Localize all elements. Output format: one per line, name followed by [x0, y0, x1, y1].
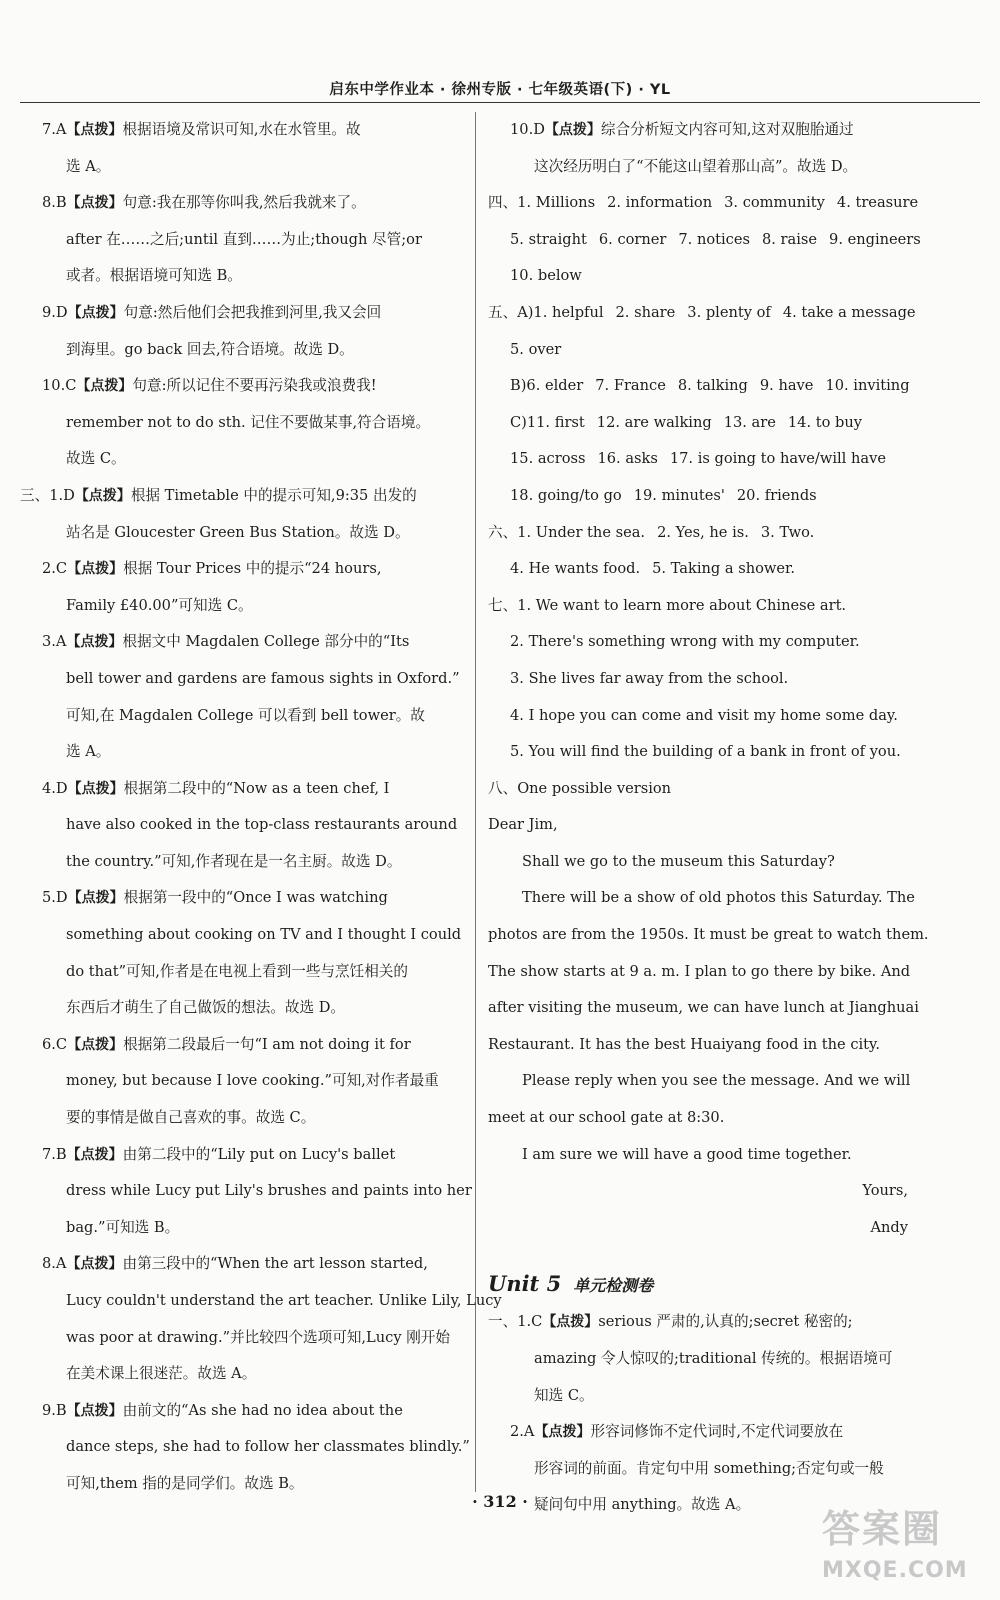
section-label: 五、 [488, 303, 518, 321]
answer-number: 2.A [510, 1423, 535, 1441]
answer-line [488, 478, 930, 515]
answer-cell: 8. talking [677, 377, 748, 395]
hint-label: 【点拨】 [67, 890, 124, 907]
answer-line [20, 1320, 462, 1357]
hint-label: 【点拨】 [66, 634, 123, 651]
answer-item [20, 771, 462, 881]
letter-line: photos are from the 1950s. It must be great to watch them. [488, 926, 929, 944]
answer-line [488, 332, 930, 369]
answer-text: 知选 C。 [534, 1386, 594, 1404]
hint-label: 【点拨】 [66, 195, 123, 212]
hint-label: 【点拨】 [66, 1402, 123, 1419]
answer-line [20, 1063, 462, 1100]
hint-label: 【点拨】 [66, 122, 123, 138]
answer-line [20, 588, 462, 625]
hint-label: 【点拨】 [67, 780, 124, 797]
answer-cell: A)1. helpful [517, 303, 604, 321]
answer-text: 这次经历明白了“不能这山望着那山高”。故选 D。 [534, 157, 858, 175]
answer-line [488, 1378, 930, 1415]
answer-line [20, 1393, 462, 1430]
answer-text: have also cooked in the top-class restaurants around [66, 816, 458, 834]
answer-text: 选 A。 [66, 743, 111, 761]
answer-cell: 5. Taking a shower. [652, 560, 796, 578]
answer-text: 故选 C。 [66, 450, 126, 468]
answer-number: 10.D [510, 121, 545, 138]
answer-item [20, 1393, 470, 1503]
answer-cell: 9. have [759, 377, 814, 395]
answer-line [20, 1283, 502, 1320]
letter-line: Shall we go to the museum this Saturday? [522, 852, 835, 870]
answer-cell: 20. friends [736, 486, 817, 504]
answer-item [20, 478, 462, 551]
right-column [488, 112, 930, 1524]
answer-number: 9.D [42, 303, 68, 321]
answer-text: amazing 令人惊叹的;traditional 传统的。根据语境可 [534, 1350, 893, 1367]
answer-line [488, 698, 930, 735]
answer-line [20, 844, 462, 881]
answer-number: 三、1.D [20, 486, 75, 504]
answer-cell: 10. below [510, 267, 582, 285]
hint-label: 【点拨】 [76, 378, 133, 395]
answer-line [20, 405, 462, 442]
answer-item [20, 551, 462, 624]
answer-text: 形容词的前面。肯定句中用 something;否定句或一般 [534, 1459, 884, 1477]
answer-cell: 14. to buy [787, 413, 862, 431]
hint-label: 【点拨】 [67, 561, 124, 578]
answer-line [20, 441, 462, 478]
answer-number: 5.D [42, 889, 68, 907]
letter-line: Please reply when you see the message. And we will [522, 1072, 911, 1090]
answer-cell: 13. are [723, 413, 776, 431]
answer-text: 到海里。go back 回去,符合语境。故选 D。 [66, 340, 354, 358]
answer-text: 站名是 Gloucester Green Bus Station。故选 D。 [66, 523, 410, 541]
answer-cell: 3. community [724, 194, 825, 212]
answer-sentence: 2. There's something wrong with my computer. [510, 633, 860, 651]
answer-cell: 6. corner [598, 230, 667, 248]
answer-line [488, 734, 930, 771]
letter-line: meet at our school gate at 8:30. [488, 1109, 725, 1127]
answer-number: 3.A [42, 633, 67, 651]
section-label: 七、 [488, 596, 518, 614]
answer-text: 在美术课上很迷茫。故选 A。 [66, 1365, 257, 1383]
answer-line [488, 624, 930, 661]
left-column [20, 112, 502, 1503]
answer-line [488, 112, 930, 149]
answer-cell: C)11. first [510, 413, 585, 431]
answer-line [20, 368, 462, 405]
answer-cell: B)6. elder [510, 377, 584, 395]
answer-sentence: 4. I hope you can come and visit my home some day. [510, 706, 898, 724]
answer-cell: 2. Yes, he is. [657, 523, 749, 541]
answer-text: 根据文中 Magdalen College 部分中的“Its [122, 633, 410, 651]
answer-text: remember not to do sth. 记住不要做某事,符合语境。 [66, 413, 431, 431]
unit-heading [488, 1266, 930, 1304]
answer-line [488, 441, 930, 478]
answer-cell: 12. are walking [596, 413, 712, 431]
answer-text: 东西后才萌生了自己做饭的想法。故选 D。 [66, 999, 346, 1017]
answer-item [20, 1137, 472, 1247]
hint-label: 【点拨】 [67, 304, 124, 321]
answer-text: 句意:所以记住不要再污染我或浪费我! [132, 377, 377, 395]
answer-text: 根据第二段中的“Now as a teen chef, I [123, 779, 390, 797]
answer-text: Lucy couldn't understand the art teacher. Unlike Lily, Lucy [66, 1292, 502, 1309]
answer-line [488, 661, 930, 698]
answer-cell: 5. straight [510, 230, 587, 248]
answer-line [488, 258, 930, 295]
answer-line [20, 1246, 462, 1283]
answer-line [20, 807, 462, 844]
answer-cell: 16. asks [597, 450, 658, 468]
answer-line [20, 515, 462, 552]
answer-text: 句意:我在那等你叫我,然后我就来了。 [122, 194, 366, 212]
answer-text: money, but because I love cooking.”可知,对作者最重 [66, 1072, 439, 1090]
answer-number: 10.C [42, 377, 77, 395]
answer-cell: 7. France [595, 377, 666, 395]
answer-line [488, 551, 930, 588]
answer-line [20, 1100, 462, 1137]
answer-line [20, 222, 462, 259]
answer-line [488, 1304, 930, 1341]
answer-text: after 在……之后;until 直到……为止;though 尽管;or [66, 230, 422, 248]
letter-line: after visiting the museum, we can have lunch at Jianghuai [488, 999, 919, 1017]
answer-text: 根据 Timetable 中的提示可知,9:35 出发的 [130, 486, 417, 504]
answer-text: 形容词修饰不定代词时,不定代词要放在 [590, 1423, 844, 1441]
answer-line [488, 515, 930, 552]
answer-number: 9.B [42, 1401, 67, 1419]
answer-line [20, 551, 462, 588]
answer-text: do that”可知,作者是在电视上看到一些与烹饪相关的 [66, 962, 408, 980]
letter-greeting: Dear Jim, [488, 816, 558, 834]
answer-line [488, 405, 930, 442]
answer-cell: 3. plenty of [687, 303, 771, 321]
answer-line [20, 478, 462, 515]
answer-text: 由第三段中的“When the art lesson started, [122, 1255, 428, 1273]
answer-line [488, 1341, 930, 1378]
hint-label: 【点拨】 [66, 1146, 123, 1163]
answer-line [20, 661, 462, 698]
answer-number: 4.D [42, 779, 68, 797]
answer-cell: 15. across [510, 450, 586, 468]
answer-item [20, 295, 462, 368]
answer-text: bag.”可知选 B。 [66, 1218, 180, 1236]
answer-line [488, 588, 930, 625]
section-label: 六、 [488, 523, 518, 541]
answer-item [20, 112, 462, 185]
answer-line [20, 1356, 462, 1393]
answer-line [488, 295, 930, 332]
answer-item [488, 1304, 930, 1414]
answer-item [20, 880, 462, 1026]
letter-closing: Yours, [862, 1182, 908, 1200]
answer-text: dress while Lucy put Lily's brushes and paints into her [66, 1182, 472, 1200]
page-number: · 312 · [472, 1492, 528, 1511]
answer-text: 综合分析短文内容可知,这对双胞胎通过 [600, 121, 854, 138]
answer-line [20, 624, 462, 661]
section-label: 四、 [488, 194, 518, 212]
essay-label: 八、One possible version [488, 779, 672, 797]
answer-item [20, 1246, 502, 1392]
answer-text: 句意:然后他们会把我推到河里,我又会回 [123, 303, 382, 321]
answer-text: 疑问句中用 anything。故选 A。 [534, 1496, 751, 1514]
hint-label: 【点拨】 [544, 122, 601, 138]
hint-label: 【点拨】 [74, 487, 131, 504]
answer-text: 由第二段中的“Lily put on Lucy's ballet [122, 1145, 396, 1163]
answer-number: 8.B [42, 194, 67, 212]
answer-line [488, 185, 930, 222]
letter-line: The show starts at 9 a. m. I plan to go there by bike. And [488, 962, 911, 980]
hint-label: 【点拨】 [66, 1256, 123, 1273]
answer-line [20, 112, 462, 149]
answer-text: 根据第一段中的“Once I was watching [123, 889, 388, 907]
answer-cell: 19. minutes' [633, 486, 725, 504]
answer-text: 可知,在 Magdalen College 可以看到 bell tower。故 [66, 706, 425, 724]
answer-text: 可知,them 指的是同学们。故选 B。 [66, 1474, 304, 1492]
answer-cell: 4. He wants food. [510, 560, 641, 578]
answer-cell: 7. notices [678, 230, 750, 248]
answer-cell: 2. share [615, 303, 676, 321]
answer-cell: 4. treasure [836, 194, 919, 212]
answer-line [20, 1429, 470, 1466]
answer-text: 选 A。 [66, 157, 111, 175]
answer-line [20, 771, 462, 808]
answer-line [488, 368, 930, 405]
answer-cell: 17. is going to have/will have [669, 450, 886, 468]
hint-label: 【点拨】 [534, 1424, 591, 1441]
letter-line: I am sure we will have a good time together. [522, 1145, 852, 1163]
answer-text: the country.”可知,作者现在是一名主厨。故选 D。 [66, 852, 402, 870]
answer-text: dance steps, she had to follow her classmates blindly.” [66, 1438, 470, 1456]
answer-line [20, 880, 462, 917]
watermark-url: MXQE.COM [822, 1558, 968, 1583]
answer-number: 7.A [42, 121, 67, 138]
answer-text: Family £40.00”可知选 C。 [66, 596, 253, 614]
answer-line [488, 1451, 930, 1488]
letter-line: Restaurant. It has the best Huaiyang food in the city. [488, 1035, 880, 1053]
answer-item [488, 112, 930, 185]
running-header [20, 78, 980, 103]
answer-item [20, 1027, 462, 1137]
answer-cell: 9. engineers [829, 230, 921, 248]
answer-line [20, 1027, 462, 1064]
answer-line [20, 1173, 472, 1210]
answer-line [20, 917, 462, 954]
answer-text: 由前文的“As she had no idea about the [122, 1401, 403, 1419]
answer-text: 根据 Tour Prices 中的提示“24 hours, [123, 560, 382, 578]
unit-subtitle: 单元检测卷 [573, 1276, 654, 1296]
answer-text: something about cooking on TV and I thought I could [66, 926, 462, 944]
answer-line [488, 222, 930, 259]
answer-text: 或者。根据语境可知选 B。 [66, 267, 242, 285]
header-title: 启东中学作业本 · 徐州专版 · 七年级英语(下) · YL [329, 82, 671, 98]
answer-item [20, 185, 462, 295]
answer-sentence: 1. We want to learn more about Chinese art. [517, 596, 847, 614]
answer-line [20, 149, 462, 186]
answer-number: 一、1.C [488, 1313, 543, 1331]
watermark-text: 答案圈 [822, 1507, 943, 1551]
answer-line [20, 698, 462, 735]
answer-cell: 18. going/to go [510, 486, 622, 504]
answer-cell: 1. Millions [517, 194, 596, 212]
answer-text: bell tower and gardens are famous sights in Oxford.” [66, 669, 460, 687]
answer-line [488, 1414, 930, 1451]
answer-line [20, 332, 462, 369]
answer-sentence: 3. She lives far away from the school. [510, 669, 789, 687]
answer-line [20, 1210, 462, 1247]
answer-text: 根据语境及常识可知,水在水管里。故 [122, 121, 361, 138]
answer-cell: 2. information [607, 194, 713, 212]
answer-cell: 3. Two. [760, 523, 815, 541]
answer-text: was poor at drawing.”并比较四个选项可知,Lucy 刚开始 [66, 1328, 450, 1346]
answer-line [20, 185, 462, 222]
answer-line [20, 295, 462, 332]
answer-cell: 8. raise [761, 230, 818, 248]
answer-number: 8.A [42, 1255, 67, 1273]
answer-text: 根据第二段最后一句“I am not doing it for [123, 1035, 411, 1053]
letter-signature: Andy [870, 1218, 908, 1236]
watermark-logo [816, 1498, 986, 1594]
answer-cell: 4. take a message [782, 303, 916, 321]
answer-sentence: 5. You will find the building of a bank in front of you. [510, 743, 901, 761]
answer-text: 要的事情是做自己喜欢的事。故选 C。 [66, 1109, 316, 1127]
answer-number: 2.C [42, 560, 68, 578]
answer-item [20, 624, 462, 770]
answer-cell: 5. over [510, 340, 562, 358]
answer-line [20, 954, 462, 991]
answer-number: 6.C [42, 1035, 68, 1053]
hint-label: 【点拨】 [542, 1314, 599, 1331]
answer-line [20, 990, 462, 1027]
answer-line [488, 149, 930, 186]
answer-cell: 10. inviting [825, 377, 910, 395]
answer-text: serious 严肃的,认真的;secret 秘密的; [598, 1313, 853, 1331]
answer-line [20, 258, 462, 295]
hint-label: 【点拨】 [67, 1036, 124, 1053]
answer-number: 7.B [42, 1145, 67, 1163]
answer-line [20, 734, 462, 771]
unit-title: Unit 5 [488, 1271, 562, 1297]
letter-line: There will be a show of old photos this Saturday. The [522, 889, 915, 907]
answer-item [20, 368, 462, 478]
answer-line [20, 1137, 462, 1174]
answer-cell: 1. Under the sea. [517, 523, 646, 541]
